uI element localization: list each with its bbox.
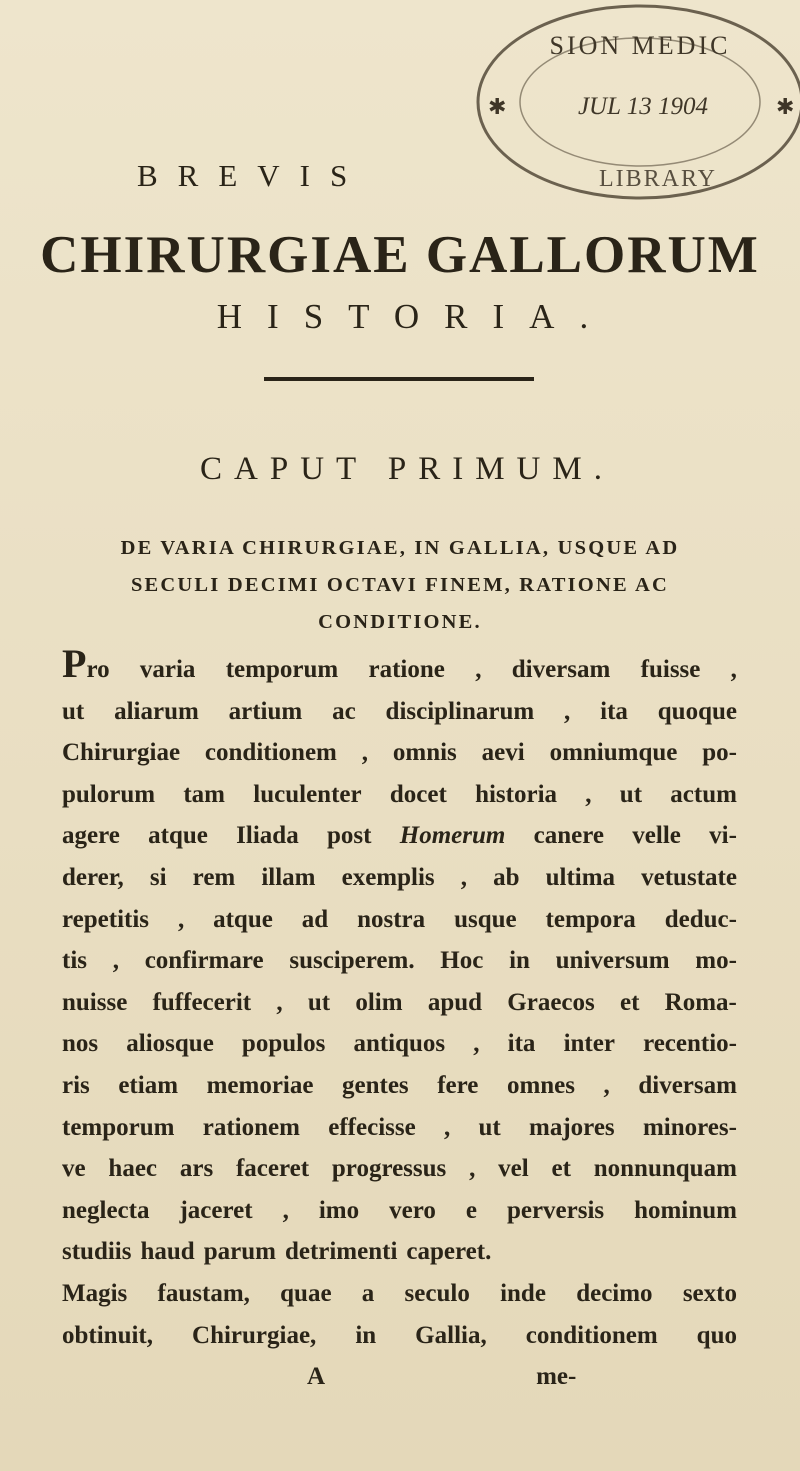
body-line: repetitis , atque ad nostra usque tempora deduc- (62, 905, 737, 933)
svg-text:✱: ✱ (488, 94, 507, 119)
subtitle-line: DE VARIA CHIRURGIAE, IN GALLIA, USQUE AD (120, 537, 680, 559)
stamp-bottom-text: LIBRARY (598, 166, 718, 192)
heading-historia: HISTORIA. (216, 297, 614, 336)
body-line: Pro varia temporum ratione , diversam fuisse , (62, 641, 737, 686)
signature-mark: A (307, 1363, 326, 1391)
body-line: ut aliarum artium ac disciplinarum , ita quoque (62, 697, 737, 725)
body-line: pulorum tam luculenter docet historia , ut actum (62, 780, 737, 808)
catchword: me- (536, 1363, 577, 1391)
body-text (62, 641, 737, 1398)
body-line: agere atque Iliada post Homerum canere velle vi- (62, 822, 737, 850)
heading-brevis: BREVIS (137, 158, 368, 193)
subtitle-line: SECULI DECIMI OCTAVI FINEM, RATIONE AC (130, 574, 670, 596)
body-line: nos aliosque populos antiquos , ita inter recentio- (62, 1030, 737, 1058)
chapter-heading: CAPUT PRIMUM. (200, 451, 614, 487)
body-line: ve haec ars faceret progressus , vel et nonnunquam (62, 1155, 737, 1183)
body-line: obtinuit, Chirurgiae, in Gallia, conditionem quo (62, 1321, 737, 1349)
svg-text:✱: ✱ (776, 94, 795, 119)
library-stamp-icon (468, 2, 800, 200)
stamp-date: JUL 13 1904 (577, 93, 709, 120)
body-line: derer, si rem illam exemplis , ab ultima vetustate (62, 863, 737, 891)
chapter-subtitle (0, 530, 800, 641)
body-line: nuisse fuffecerit , ut olim apud Graecos et Roma- (62, 988, 737, 1016)
body-line: tis , confirmare susciperem. Hoc in universum mo- (62, 947, 737, 975)
body-line: ris etiam memoriae gentes fere omnes , diversam (62, 1071, 737, 1099)
body-line: studiis haud parum detrimenti caperet. (62, 1238, 492, 1266)
stamp-top-text: SION MEDIC (549, 31, 731, 60)
book-title: CHIRURGIAE GALLORUM (40, 226, 760, 284)
body-line: Chirurgiae conditionem , omnis aevi omniumque po- (62, 739, 737, 767)
divider-rule (264, 377, 534, 381)
page-footer (62, 1356, 737, 1398)
body-line: Magis faustam, quae a seculo inde decimo sexto (62, 1279, 737, 1307)
body-line: temporum rationem effecisse , ut majores minores- (62, 1113, 737, 1141)
library-stamp (468, 2, 800, 200)
body-line: neglecta jaceret , imo vero e perversis hominum (62, 1196, 737, 1224)
subtitle-line: CONDITIONE. (318, 611, 482, 633)
